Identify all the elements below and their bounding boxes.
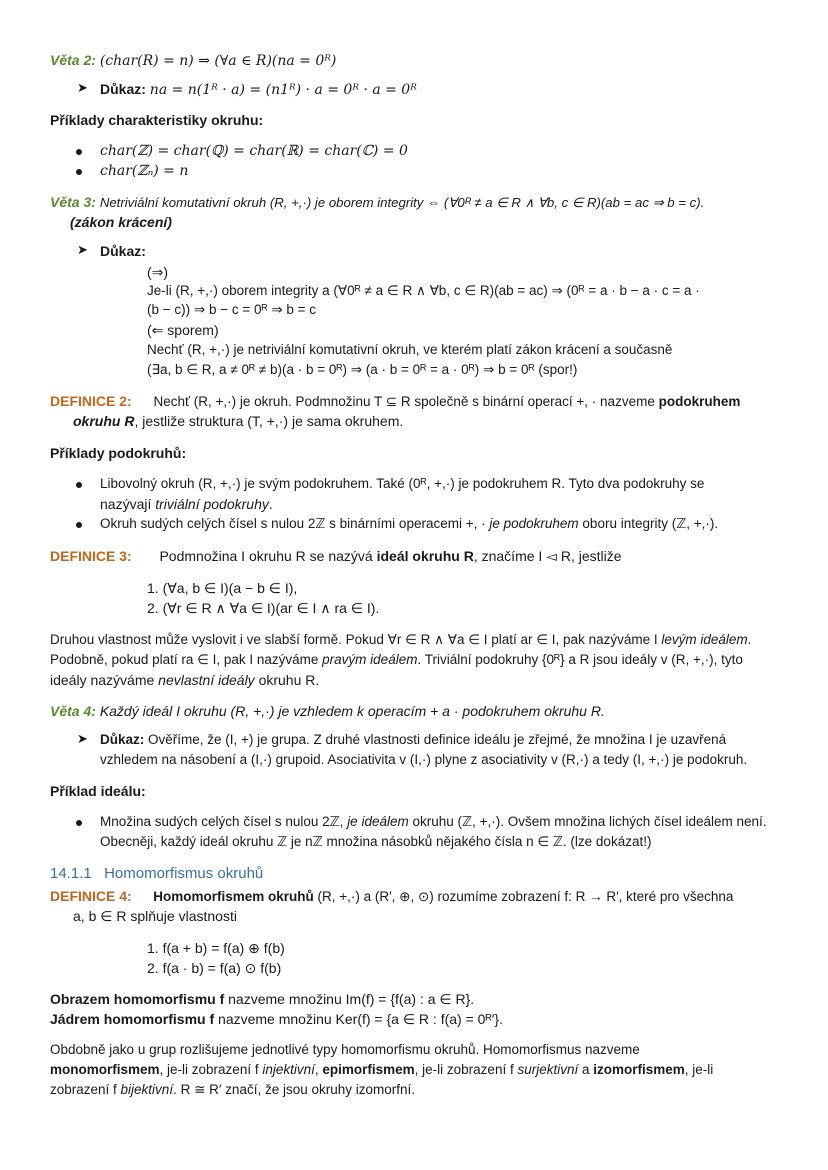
veta2-proof-label: Důkaz: [100,81,146,97]
def2-term: podokruhem [658,394,741,409]
text-span: ideály nazýváme [50,672,159,688]
text-span: . [268,496,273,512]
def3-label: DEFINICE 3: [50,548,132,564]
section-heading [50,864,263,884]
text-span: . R ≅ R′ značí, že jsou okruhy izomorfní. [173,1082,416,1097]
text-span: Okruh sudých celých čísel s nulou 2ℤ s binárními operacemi +, · [100,516,490,531]
examples-char-title: Příklady charakteristiky okruhu: [50,112,264,128]
ideal-para-line3 [50,670,319,690]
text-span: (R, +,·) a (R′, ⊕, ⊙) rozumíme zobrazení f: R → R′, které pro všechna [313,889,734,904]
text-span: Druhou vlastnost může vyslovit i ve slabší formě. Pokud ∀r ∈ R ∧ ∀a ∈ I platí ar ∈ I, pak nazýváme I [50,632,662,647]
veta3-statement: Netriviální komutativní okruh (R, +,·) je oborem integrity ⇔ (∀0ᴿ ≠ a ∈ R ∧ ∀b, c ∈ R)(ab = ac ⇒ b = c). [99,195,705,210]
def2-line2 [73,411,403,431]
final-para-line3 [50,1080,415,1100]
term-span: je ideálem [347,814,409,829]
kernel-line [50,1009,503,1029]
def4-item: 1. f(a + b) = f(a) ⊕ f(b) [147,940,285,956]
text-span: . Triviální podokruhy {0ᴿ} a R jsou ideály v (R, +,·), tyto [417,652,743,667]
bullet-icon [76,522,82,528]
veta3-line2: (zákon krácení) [70,214,172,230]
veta3-line1 [50,192,704,213]
final-para-line2 [50,1060,713,1080]
text-span: , je-li zobrazení f [414,1062,518,1077]
term-span: levým ideálem [661,632,748,647]
veta4-proof-line2: vzhledem na násobení a (I,·) grupoid. Asociativita v (I,·) plyne z asociativity v (R,·) a tedy (I, +,·) je podokruh. [100,752,748,767]
arrow-bullet-icon: ➤ [77,731,88,746]
text-span: . [747,632,752,647]
def4-line1 [50,886,733,907]
term-span: je podokruhem [489,516,579,531]
bullet-icon [76,820,82,826]
veta3-proof-label: Důkaz: [100,243,146,259]
veta2-proof: na = n(1ᴿ · a) = (n1ᴿ) · a = 0ᴿ · a = 0ᴿ [149,82,417,98]
text-span: okruhu R. [254,672,320,688]
term-span: Homomorfismem okruhů [153,889,314,904]
text-span: , značíme I ◅ R, jestliže [473,548,622,564]
text-span: , je-li [684,1062,714,1077]
term-span: nevlastní ideály [158,672,255,688]
veta4-proof-label: Důkaz: [100,732,145,747]
veta2-statement: (char(R) = n) ⇒ (∀a ∈ R)(na = 0ᴿ) [99,53,337,69]
def2-line1 [50,391,740,412]
veta3-label: Věta 3: [50,194,96,210]
arrow-bullet-icon: ➤ [77,80,88,95]
text-span: nazývají [100,496,156,512]
veta3-proof-line: Je-li (R, +,·) oborem integrity a (∀0ᴿ ≠ a ∈ R ∧ ∀b, c ∈ R)(ab = ac) ⇒ (0ᴿ = a · b − a · c = a · [147,283,700,298]
term-span: bijektivní [120,1082,174,1097]
text-span: okruhu (ℤ, +,·). Ovšem množina lichých čísel ideálem není. [408,814,767,829]
veta3-proof-line: (⇐ sporem) [147,322,219,338]
term-span: triviální podokruhy [155,496,269,512]
veta2-proof-line [100,79,417,100]
bullet-icon [76,169,82,175]
examples-sub-item2 [100,514,718,534]
def2-term: okruhu R [73,413,135,429]
example-ideal-line2: Obecněji, každý ideál okruhu ℤ je nℤ množina násobků nějakého čísla n ∈ ℤ. (lze dokázat!) [100,834,652,849]
ideal-para-line2 [50,650,743,670]
def3-item: 2. (∀r ∈ R ∧ ∀a ∈ I)(ar ∈ I ∧ ra ∈ I). [147,600,380,616]
text-span: nazveme množinu Ker(f) = {a ∈ R : f(a) = 0ᴿ′}. [214,1011,503,1027]
term-span: Obrazem homomorfismu f [50,991,225,1007]
term-span: pravým ideálem [322,652,418,667]
def2-text: Nechť (R, +,·) je okruh. Podmnožinu T ⊆ R společně s binární operací +, · nazveme [153,394,659,409]
veta4-proof-line1 [100,730,726,750]
bullet-icon [76,482,82,488]
veta3-proof-line: Nechť (R, +,·) je netriviální komutativní okruh, ve kterém platí zákon krácení a současně [147,342,673,357]
text-span: nazveme množinu Im(f) = {f(a) : a ∈ R}. [224,991,475,1007]
def4-line2: a, b ∈ R splňuje vlastnosti [73,908,237,924]
examples-sub-item1-cont [100,494,273,514]
def4-label: DEFINICE 4: [50,888,132,904]
veta3-proof-line: (b − c)) ⇒ b − c = 0ᴿ ⇒ b = c [147,302,317,317]
veta4-label: Věta 4: [50,703,96,719]
examples-sub-title: Příklady podokruhů: [50,445,187,461]
examples-sub-item1: Libovolný okruh (R, +,·) je svým podokruhem. Také (0ᴿ, +,·) je podokruhem R. Tyto dva podokruhy se [100,476,705,491]
text-span: oboru integrity (ℤ, +,·). [578,516,719,531]
term-span: izomorfismem [593,1062,685,1077]
examples-char-item: char(ℤₙ) = n [100,163,189,179]
veta2-label: Věta 2: [50,52,96,68]
term-span: injektivní [262,1062,315,1077]
veta4-statement: Každý ideál I okruhu (R, +,·) je vzhledem k operacím + a · podokruhem okruhu R. [99,703,605,719]
arrow-bullet-icon: ➤ [77,242,88,257]
term-span: monomorfismem [50,1062,160,1077]
veta4-line [50,701,605,721]
final-para-line1: Obdobně jako u grup rozlišujeme jednotlivé typy homomorfismu okruhů. Homomorfismus nazveme [50,1042,640,1057]
def3-line [50,546,622,566]
examples-char-item: char(ℤ) = char(ℚ) = char(ℝ) = char(ℂ) = 0 [100,143,408,159]
section-number: 14.1.1 [50,865,92,882]
example-ideal-line1 [100,812,767,832]
def4-item: 2. f(a · b) = f(a) ⊙ f(b) [147,960,282,976]
text-span: , je-li zobrazení f [159,1062,263,1077]
def2-text: , jestliže struktura (T, +,·) je sama okruhem. [134,413,404,429]
veta4-proof-text: Ověříme, že (I, +) je grupa. Z druhé vlastnosti definice ideálu je zřejmé, že množina I je uzavřená [148,732,727,747]
veta2-line [50,50,336,71]
ideal-para-line1 [50,630,751,650]
veta3-proof-line: (∃a, b ∈ R, a ≠ 0ᴿ ≠ b)(a · b = 0ᴿ) ⇒ (a · b = 0ᴿ = a · 0ᴿ) ⇒ b = 0ᴿ (spor!) [147,362,578,377]
text-span: a [578,1062,594,1077]
text-span: zobrazení f [50,1082,121,1097]
example-ideal-title: Příklad ideálu: [50,783,146,799]
def3-item: 1. (∀a, b ∈ I)(a − b ∈ I), [147,580,298,596]
text-span: Podobně, pokud platí ra ∈ I, pak I nazýváme [50,652,323,667]
term-span: Jádrem homomorfismu f [50,1011,215,1027]
text-span: , [314,1062,323,1077]
term-span: ideál okruhu R [376,548,474,564]
text-span: Množina sudých celých čísel s nulou 2ℤ, [100,814,348,829]
bullet-icon [76,149,82,155]
term-span: epimorfismem [322,1062,415,1077]
text-span: Podmnožina I okruhu R se nazývá [159,548,377,564]
def2-label: DEFINICE 2: [50,393,132,409]
section-title: Homomorfismus okruhů [104,865,264,882]
image-line [50,989,474,1009]
veta3-proof-line: (⇒) [147,264,169,280]
term-span: surjektivní [517,1062,579,1077]
